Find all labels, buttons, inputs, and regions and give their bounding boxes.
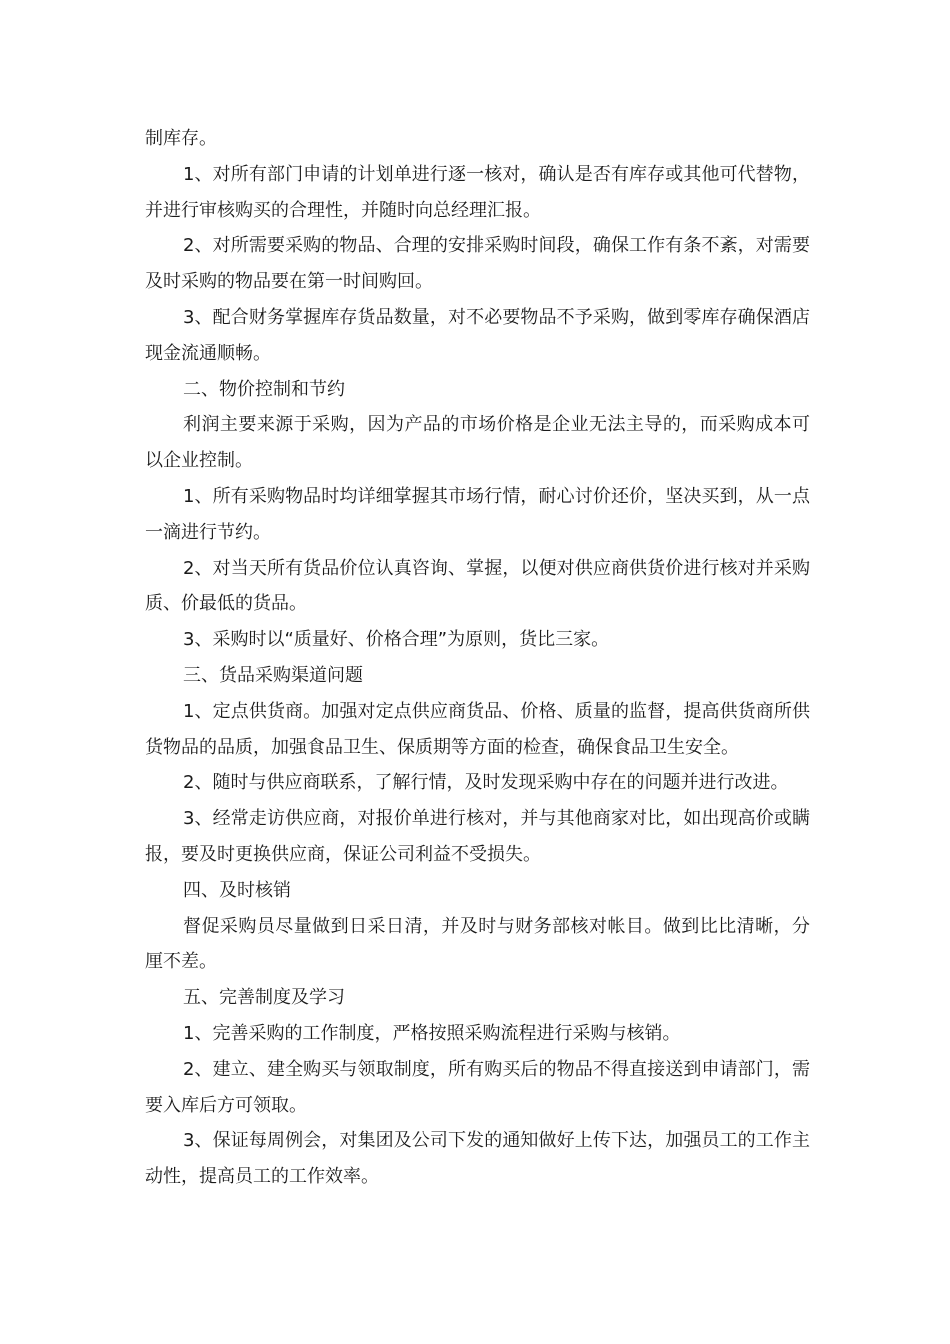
paragraph: 2、对所需要采购的物品、合理的安排采购时间段，确保工作有条不紊，对需要及时采购的物品要在第一时间购回。 [145,235,810,293]
document-body [145,121,810,1195]
paragraph: 制库存。 [145,128,217,149]
paragraph: 1、完善采购的工作制度，严格按照采购流程进行采购与核销。 [183,1022,681,1044]
paragraph: 1、所有采购物品时均详细掌握其市场行情，耐心讨价还价，坚决买到，从一点一滴进行节约。 [145,485,810,543]
paragraph: 3、经常走访供应商，对报价单进行核对，并与其他商家对比，如出现高价或瞒报，要及时更换供应商，保证公司利益不受损失。 [145,808,810,865]
paragraph: 3、保证每周例会，对集团及公司下发的通知做好上传下达，加强员工的工作主动性，提高员工的工作效率。 [145,1130,810,1188]
section-heading: 四、及时核销 [183,879,291,901]
paragraph: 3、采购时以“质量好、价格合理”为原则，货比三家。 [183,629,610,651]
paragraph: 督促采购员尽量做到日采日清，并及时与财务部核对帐目。做到比比清晰，分厘不差。 [145,915,810,973]
paragraph: 3、配合财务掌握库存货品数量，对不必要物品不予采购，做到零库存确保酒店现金流通顺畅。 [145,306,810,364]
paragraph: 2、随时与供应商联系，了解行情，及时发现采购中存在的问题并进行改进。 [183,772,789,794]
paragraph: 1、对所有部门申请的计划单进行逐一核对，确认是否有库存或其他可代替物，并进行审核购买的合理性，并随时向总经理汇报。 [145,163,810,221]
section-heading: 五、完善制度及学习 [183,987,345,1009]
paragraph: 2、建立、建全购买与领取制度，所有购买后的物品不得直接送到申请部门，需要入库后方可领取。 [145,1058,810,1116]
section-heading: 二、物价控制和节约 [183,378,345,400]
paragraph: 1、定点供货商。加强对定点供应商货品、价格、质量的监督，提高供货商所供货物品的品质，加强食品卫生、保质期等方面的检查，确保食品卫生安全。 [145,700,810,758]
section-heading: 三、货品采购渠道问题 [183,664,363,686]
paragraph: 利润主要来源于采购，因为产品的市场价格是企业无法主导的，而采购成本可以企业控制。 [145,414,810,472]
paragraph: 2、对当天所有货品价位认真咨询、掌握，以便对供应商供货价进行核对并采购质、价最低的货品。 [145,557,810,615]
